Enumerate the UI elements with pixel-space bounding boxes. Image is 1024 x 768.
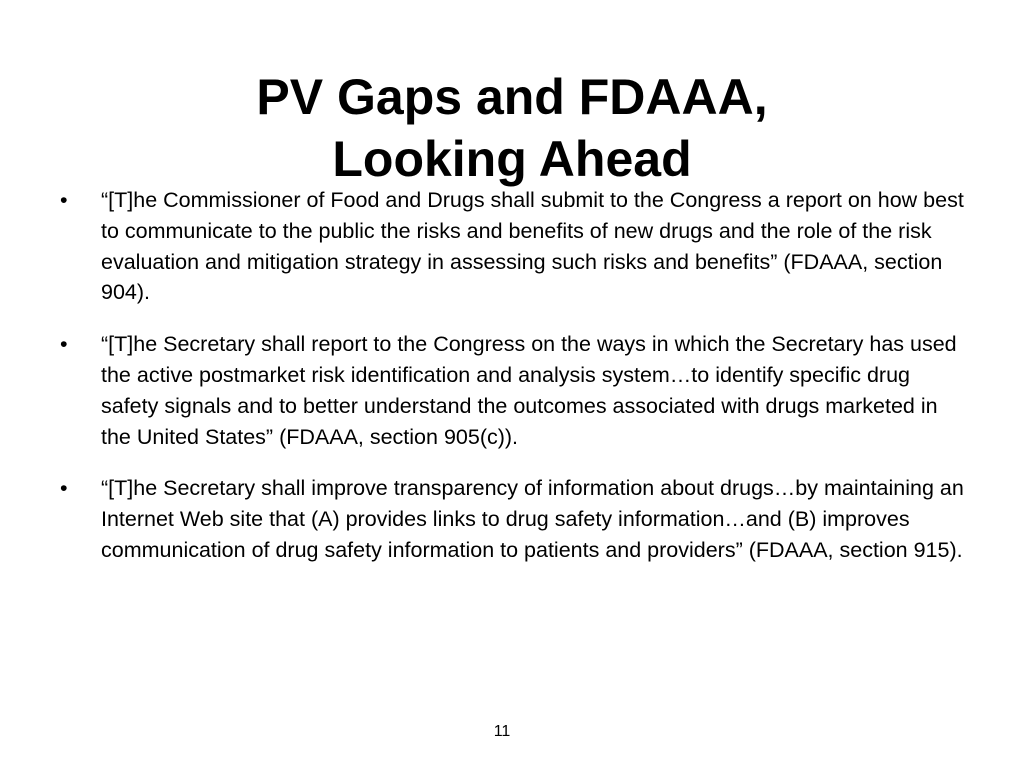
slide-title-line-1: PV Gaps and FDAAA, [256, 68, 768, 125]
slide-title [0, 66, 1024, 190]
bullet-item-fdaaa-915 [60, 473, 966, 565]
slide-title-line-2: Looking Ahead [332, 130, 692, 187]
bullet-text: “[T]he Secretary shall improve transparency of information about drugs…by maintaining an Internet Web site that (A) provides links to drug safety information…and (B) improves communication of drug safety information to patients and providers” (FDAAA, section 915). [101, 476, 964, 562]
bullet-text: “[T]he Secretary shall report to the Congress on the ways in which the Secretary has used the active postmarket risk identification and analysis system…to identify specific drug safety signals and to better understand the outcomes associated with drugs marketed in the United States” (FDAAA, section 905(c)). [101, 332, 957, 449]
page-number: 11 [493, 723, 511, 740]
bullet-text: “[T]he Commissioner of Food and Drugs shall submit to the Congress a report on how best to communicate to the public the risks and benefits of new drugs and the role of the risk evaluation and mitigation strategy in assessing such risks and benefits” (FDAAA, section 904). [101, 188, 964, 305]
bullet-marker: • [60, 332, 68, 357]
bullet-item-fdaaa-904 [60, 185, 966, 308]
bullet-item-fdaaa-905c [60, 329, 966, 452]
bullet-marker: • [60, 188, 68, 212]
bullet-marker: • [60, 476, 68, 501]
bullet-list [60, 185, 966, 587]
